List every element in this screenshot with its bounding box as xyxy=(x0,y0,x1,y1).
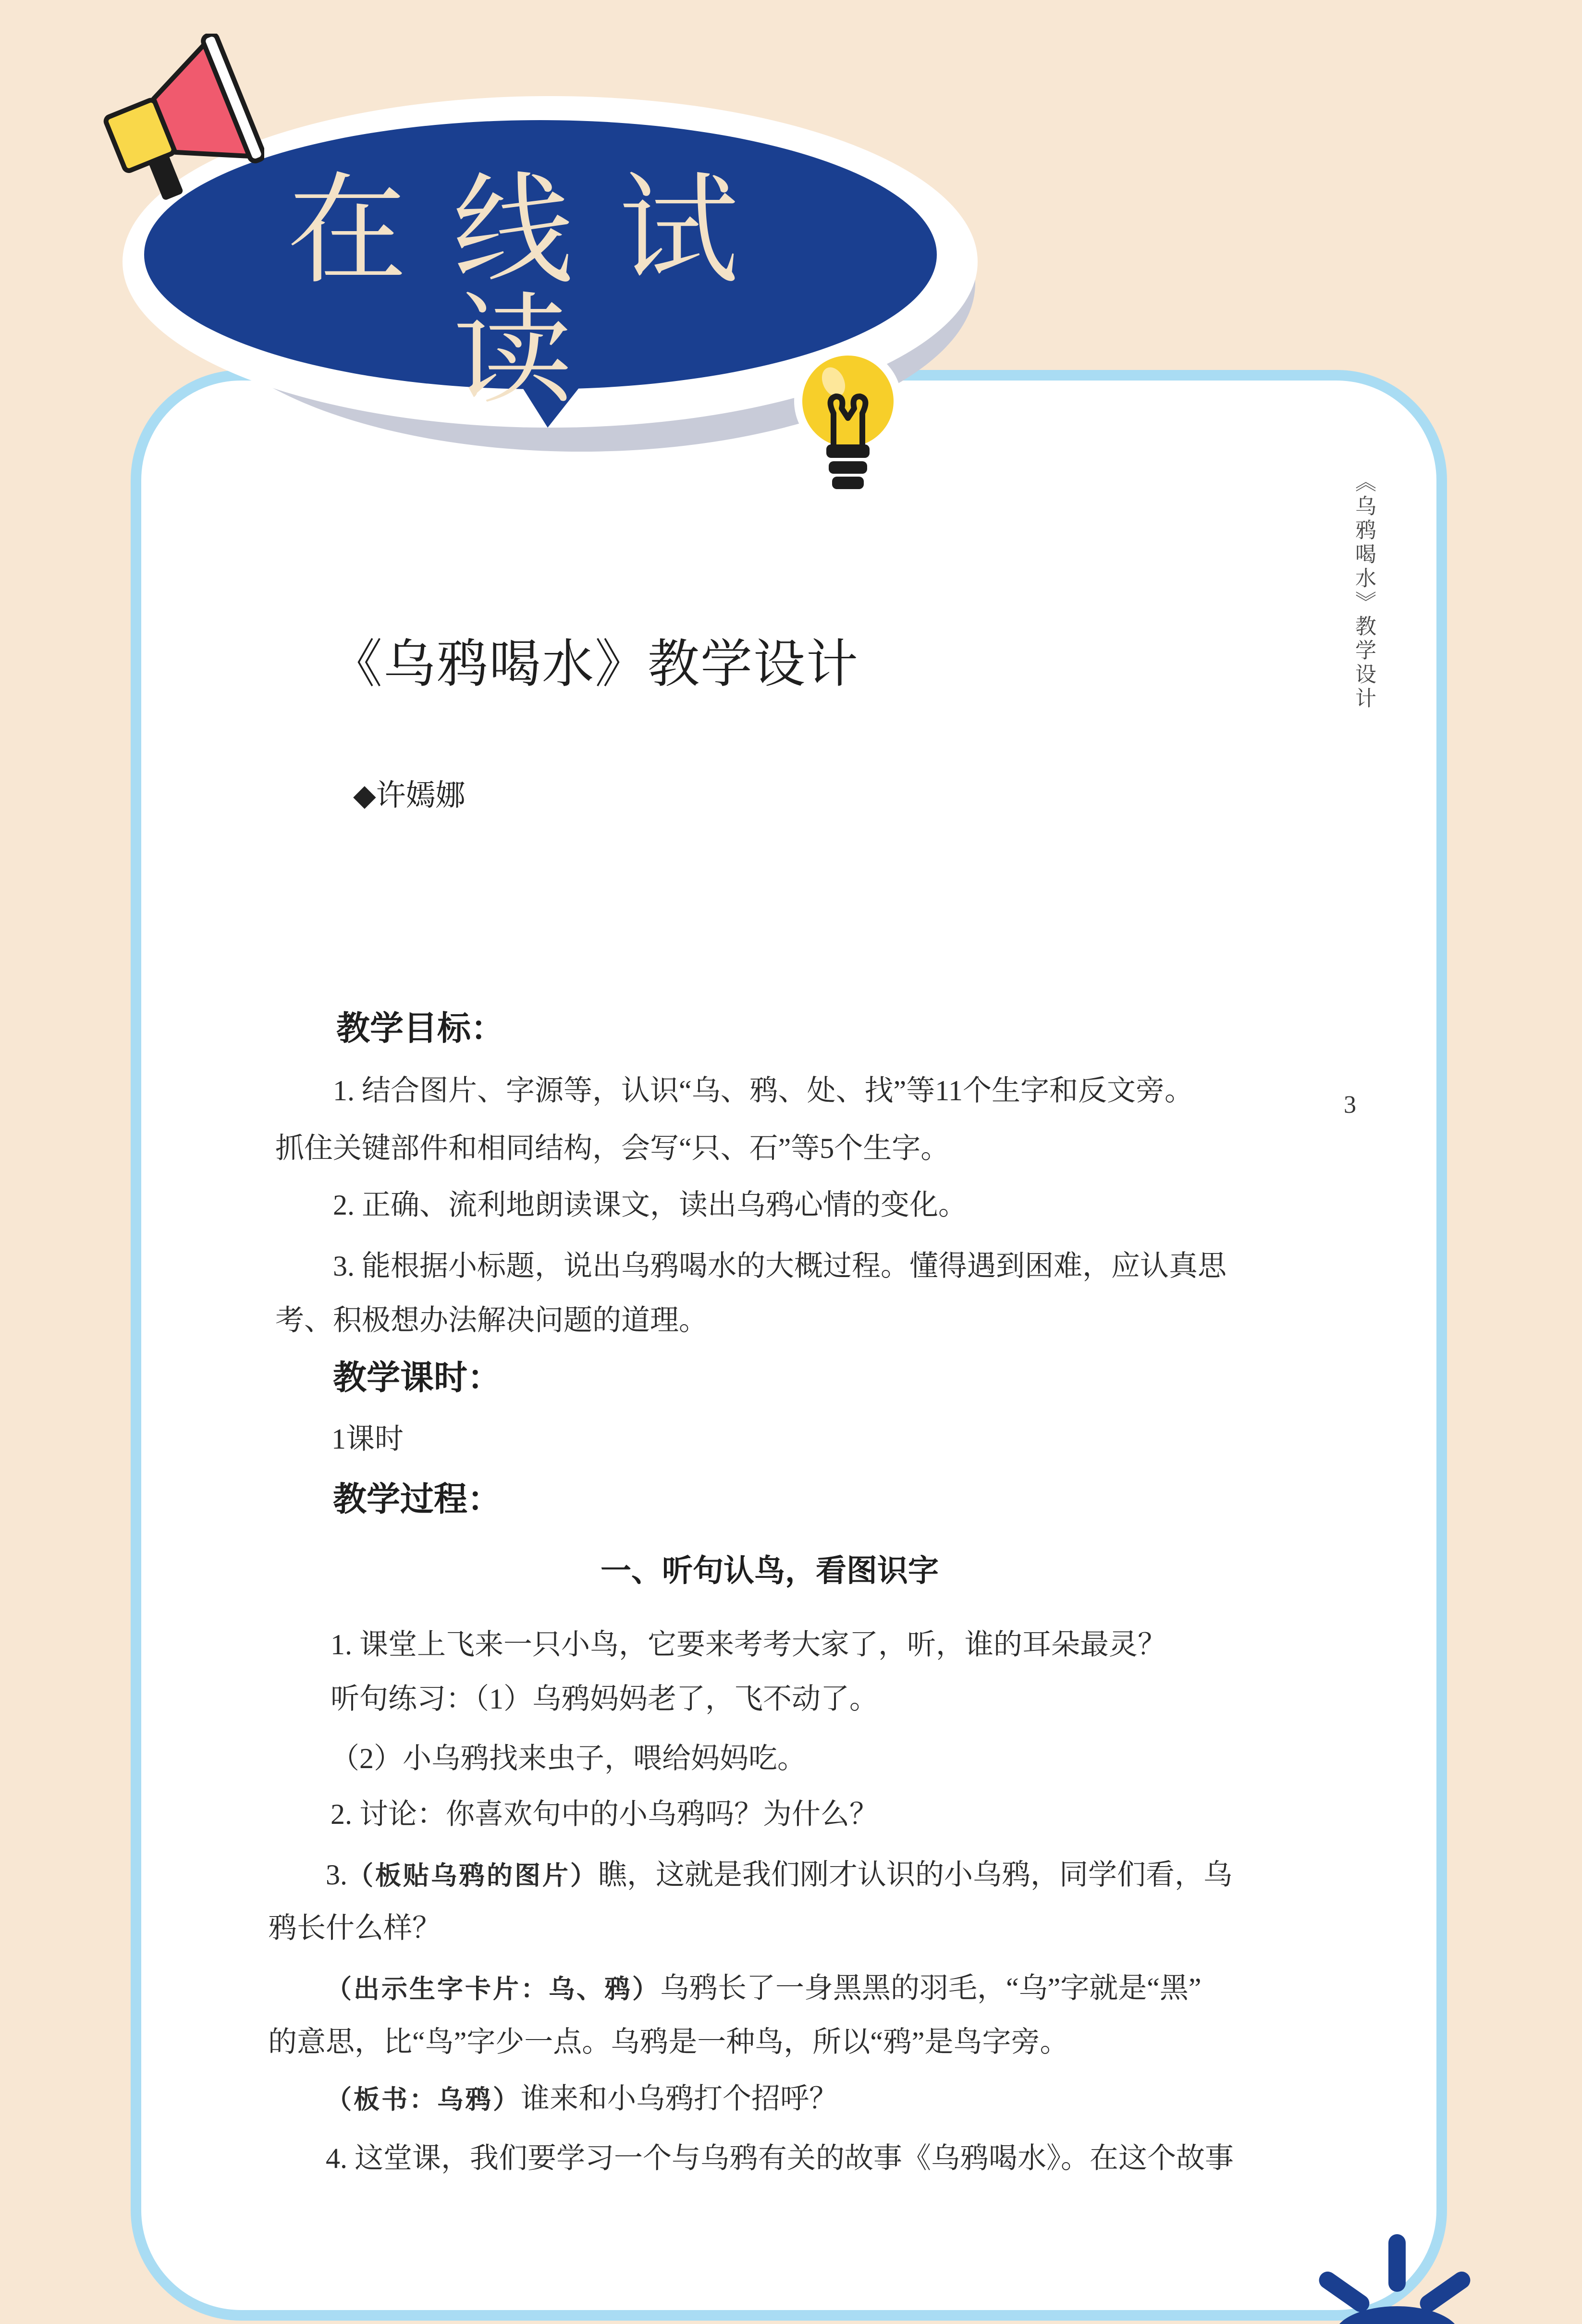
burst-decoration xyxy=(1316,2191,1475,2324)
paragraph-5-line-2: 鸦长什么样？ xyxy=(268,1912,441,1944)
paragraph-6-line-1 xyxy=(326,1974,1202,2003)
process-heading: 教学过程： xyxy=(333,1479,501,1519)
paragraph-6-note: （出示生字卡片：乌、鸦） xyxy=(326,1974,660,2004)
hours-value: 1课时 xyxy=(331,1423,404,1455)
paragraph-2: 听句练习：（1）乌鸦妈妈老了，飞不动了。 xyxy=(331,1683,878,1715)
megaphone-icon xyxy=(91,34,264,207)
paragraph-8: 4. 这堂课，我们要学习一个与乌鸦有关的故事《乌鸦喝水》。在这个故事 xyxy=(326,2142,1234,2174)
paragraph-1: 1. 课堂上飞来一只小鸟，它要来考考大家了，听，谁的耳朵最灵？ xyxy=(331,1629,1166,1660)
paragraph-7-note: （板书：乌鸦） xyxy=(326,2084,521,2115)
goal-1-line-2: 抓住关键部件和相同结构，会写“只、石”等5个生字。 xyxy=(275,1132,950,1164)
goal-1-line-1: 1. 结合图片、字源等，认识“乌、鸦、处、找”等11个生字和反文旁。 xyxy=(333,1075,1194,1107)
paragraph-5-line-1 xyxy=(326,1860,1232,1889)
goal-3-line-2: 考、积极想办法解决问题的道理。 xyxy=(275,1304,708,1336)
paragraph-7 xyxy=(326,2084,838,2113)
paragraph-7-text: 谁来和小乌鸦打个招呼？ xyxy=(521,2083,838,2115)
section-1-title: 一、听句认鸟，看图识字 xyxy=(601,1553,939,1589)
paragraph-4: 2. 讨论：你喜欢句中的小乌鸦吗？为什么？ xyxy=(331,1798,878,1830)
goal-2: 2. 正确、流利地朗读课文，读出乌鸦心情的变化。 xyxy=(333,1189,967,1221)
running-head: 《乌鸦喝水》教学设计 xyxy=(1351,471,1376,711)
paragraph-6-text: 乌鸦长了一身黑黑的羽毛，“乌”字就是“黑” xyxy=(660,1972,1202,2004)
banner-title: 在线试读 xyxy=(287,160,785,420)
document-title: 《乌鸦喝水》教学设计 xyxy=(331,636,859,693)
goals-heading: 教学目标： xyxy=(336,1008,504,1048)
paragraph-3: （2）小乌鸦找来虫子，喂给妈妈吃。 xyxy=(331,1743,806,1774)
author-name: ◆许嫣娜 xyxy=(353,779,466,812)
paragraph-5-note: （板贴乌鸦的图片） xyxy=(347,1860,598,1891)
paragraph-6-line-2: 的意思，比“鸟”字少一点。乌鸦是一种鸟，所以“鸦”是鸟字旁。 xyxy=(268,2026,1069,2058)
goal-3-line-1: 3. 能根据小标题，说出乌鸦喝水的大概过程。懂得遇到困难，应认真思 xyxy=(333,1250,1226,1282)
hours-heading: 教学课时： xyxy=(333,1357,501,1397)
paragraph-5-number: 3. xyxy=(326,1859,347,1891)
paragraph-5-text: 瞧，这就是我们刚才认识的小乌鸦，同学们看，乌 xyxy=(598,1859,1232,1891)
page-number: 3 xyxy=(1344,1091,1356,1119)
lightbulb-icon xyxy=(788,346,908,519)
